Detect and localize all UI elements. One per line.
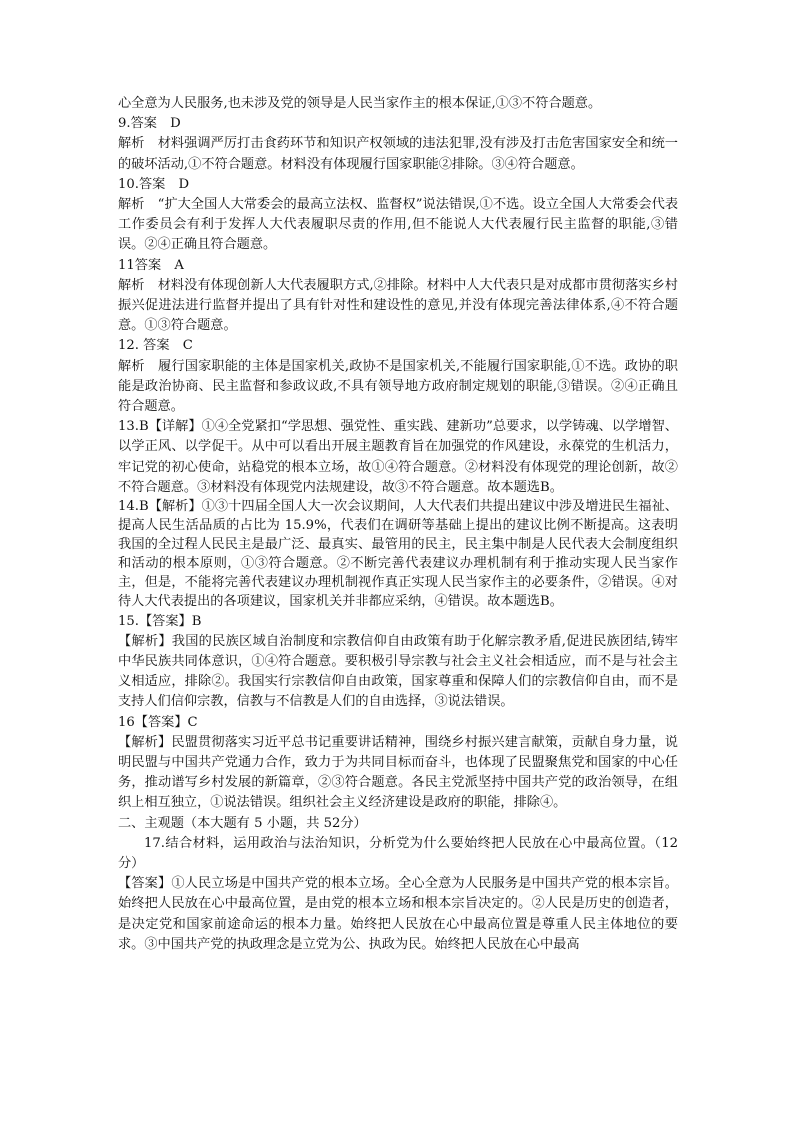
answer-paragraph: 【答案】①人民立场是中国共产党的根本立场。全心全意为人民服务是中国共产党的根本宗旨。始终把人民放在心中最高位置，是由党的根本立场和根本宗旨决定的。②人民是历史的创造者，是决定党和国家前途命运的根本力量。始终把人民放在心中最高位置是尊重人民主体地位的要求。③中国共产党的执政理念是立党为公、执政为民。始终把人民放在心中最高 <box>118 876 678 952</box>
analysis-paragraph: 解析 履行国家职能的主体是国家机关,政协不是国家机关,不能履行国家职能,①不选。政协的职能是政治协商、民主监督和参政议政,不具有领导地方政府制定规划的职能,③错误。②④正确且符合题意。 <box>118 358 678 415</box>
question-paragraph: 17.结合材料，运用政治与法治知识，分析党为什么要始终把人民放在心中最高位置。（12分） <box>118 835 678 871</box>
analysis-paragraph: 13.B【详解】①④全党紧扣“学思想、强党性、重实践、建新功”总要求，以学铸魂、以学增智、以学正风、以学促干。从中可以看出开展主题教育旨在加强党的作风建设，永葆党的生机活力，牢记党的初心使命，站稳党的根本立场，故①④符合题意。②材料没有体现党的理论创新，故②不符合题意。③材料没有体现党内法规建设，故③不符合题意。故本题选B。 <box>118 419 678 495</box>
analysis-paragraph: 解析 “扩大全国人大常委会的最高立法权、监督权”说法错误,①不选。设立全国人大常委会代表工作委员会有利于发挥人大代表履职尽责的作用,但不能说人大代表履行民主监督的职能,③错误。②④正确且符合题意。 <box>118 197 678 253</box>
analysis-paragraph: 【解析】民盟贯彻落实习近平总书记重要讲话精神，围绕乡村振兴建言献策，贡献自身力量，说明民盟与中国共产党通力合作，致力于为共同目标而奋斗，也体现了民盟聚焦党和国家的中心任务，推动谱写乡村发展的新篇章，②③符合题意。各民主党派坚持中国共产党的政治领导，在组织上相互独立，①说法错误。组织社会主义经济建设是政府的职能，排除④。 <box>118 734 678 811</box>
section-heading: 二、主观题（本大题有 5 小题，共 52分） <box>118 815 367 831</box>
answer-line: 12. 答案 C <box>118 338 193 354</box>
answer-line: 11答案 A <box>118 257 184 273</box>
analysis-paragraph: 解析 材料强调严厉打击食药环节和知识产权领域的违法犯罪,没有涉及打击危害国家安全和统一的破坏活动,①不符合题意。材料没有体现履行国家职能②排除。③④符合题意。 <box>118 136 678 172</box>
answer-line: 9.答案 D <box>118 116 181 132</box>
document-page <box>118 94 678 955</box>
answer-line: 16【答案】C <box>118 714 198 730</box>
answer-line: 15.【答案】B <box>118 613 202 629</box>
analysis-paragraph: 14.B【解析】①③十四届全国人大一次会议期间，人大代表们共提出建议中涉及增进民生福祉、提高人民生活品质的占比为 15.9%，代表们在调研等基础上提出的建议比例不断提高。这表明我国的全过程人民民主是最广泛、最真实、最管用的民主，民主集中制是人民代表大会制度组织和活动的根本原则，①③符合题意。②不断完善代表建议办理机制有利于推动实现人民当家作主，但是，不能将完善代表建议办理机制视作真正实现人民当家作主的必要条件，②错误。④对待人大代表提出的各项建议，国家机关并非都应采纳，④错误。故本题选B。 <box>118 499 678 609</box>
analysis-paragraph: 解析 材料没有体现创新人大代表履职方式,②排除。材料中人大代表只是对成都市贯彻落实乡村振兴促进法进行监督并提出了具有针对性和建设性的意见,并没有体现完善法律体系,④不符合题意。①③符合题意。 <box>118 277 678 334</box>
paragraph: 心全意为人民服务,也未涉及党的领导是人民当家作主的根本保证,①③不符合题意。 <box>118 96 602 111</box>
analysis-paragraph: 【解析】我国的民族区域自治制度和宗教信仰自由政策有助于化解宗教矛盾,促进民族团结,铸牢中华民族共同体意识，①④符合题意。要积极引导宗教与社会主义社会相适应，而不是与社会主义相适应，排除②。我国实行宗教信仰自由政策，国家尊重和保障人们的宗教信仰自由，而不是支持人们信仰宗教，信教与不信教是人们的自由选择，③说法错误。 <box>118 633 678 710</box>
answer-line: 10.答案 D <box>118 176 190 192</box>
